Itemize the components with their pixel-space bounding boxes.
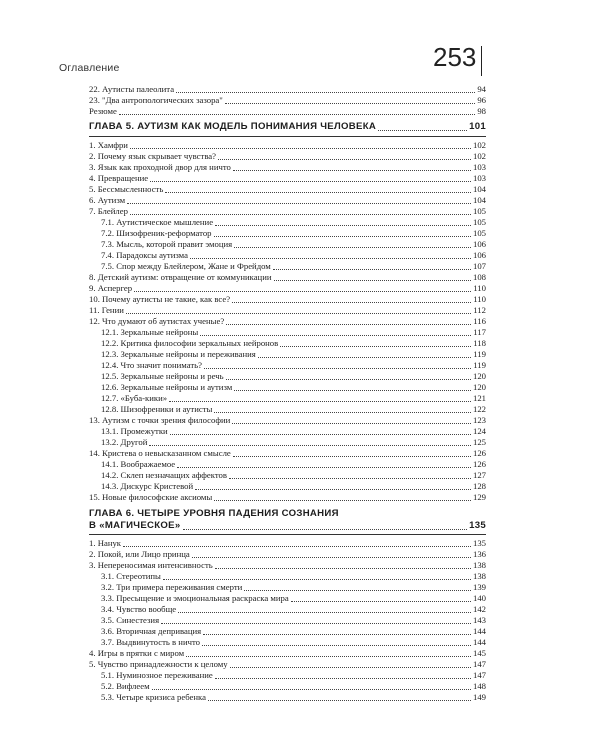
toc-subentry[interactable]: 3.4. Чувство вообще 142 <box>101 604 486 614</box>
toc-entry[interactable]: 2. Покой, или Лицо принца 136 <box>89 549 486 559</box>
toc-subentry[interactable]: 12.7. «Буба-кики» 121 <box>101 393 486 403</box>
toc-subentry[interactable]: 14.3. Дискурс Кристевой 128 <box>101 481 486 491</box>
toc-entry[interactable]: Резюме 98 <box>89 106 486 116</box>
toc-subentry[interactable]: 12.6. Зеркальные нейроны и аутизм 120 <box>101 382 486 392</box>
toc-entry[interactable]: 1. Хамфри 102 <box>89 140 486 150</box>
toc-entry[interactable]: 9. Аспергер 110 <box>89 283 486 293</box>
toc-subentry[interactable]: 5.3. Четыре кризиса ребенка 149 <box>101 692 486 702</box>
toc-subentry[interactable]: 12.3. Зеркальные нейроны и переживания 119 <box>101 349 486 359</box>
toc-subentry[interactable]: 3.2. Три примера переживания смерти 139 <box>101 582 486 592</box>
toc-subentry[interactable]: 5.1. Нуминозное переживание 147 <box>101 670 486 680</box>
toc-entry[interactable]: 6. Аутизм 104 <box>89 195 486 205</box>
toc-subentry[interactable]: 7.1. Аутистическое мышление 105 <box>101 217 486 227</box>
toc-entry[interactable]: 13. Аутизм с точки зрения философии 123 <box>89 415 486 425</box>
toc-subentry[interactable]: 7.5. Спор между Блейлером, Жане и Фрейдом 107 <box>101 261 486 271</box>
toc-subentry[interactable]: 14.1. Воображаемое 126 <box>101 459 486 469</box>
toc-subentry[interactable]: 13.2. Другой 125 <box>101 437 486 447</box>
toc-entry[interactable]: 2. Почему язык скрывает чувства? 102 <box>89 151 486 161</box>
toc-entry[interactable]: 5. Чувство принадлежности к целому 147 <box>89 659 486 669</box>
toc-entry[interactable]: 14. Кристева о невысказанном смысле 126 <box>89 448 486 458</box>
toc-chapter-heading[interactable]: ГЛАВА 5. АУТИЗМ КАК МОДЕЛЬ ПОНИМАНИЯ ЧЕЛОВЕКА 101 <box>89 121 486 132</box>
toc-subentry[interactable]: 7.4. Парадоксы аутизма 106 <box>101 250 486 260</box>
toc-entry[interactable]: 4. Превращение 103 <box>89 173 486 183</box>
running-header-title: Оглавление <box>59 62 120 74</box>
toc-subentry[interactable]: 3.1. Стереотипы 138 <box>101 571 486 581</box>
toc-subentry[interactable]: 12.2. Критика философии зеркальных нейронов 118 <box>101 338 486 348</box>
page-number: 253 <box>433 42 477 72</box>
toc-entry[interactable]: 22. Аутисты палеолита 94 <box>89 84 486 94</box>
toc-entry[interactable]: 8. Детский аутизм: отвращение от коммуникации 108 <box>89 272 486 282</box>
toc-entry[interactable]: 15. Новые философские аксиомы 129 <box>89 492 486 502</box>
toc-entry[interactable]: 1. Нанук 135 <box>89 538 486 548</box>
toc-subentry[interactable]: 7.3. Мысль, которой правит эмоция 106 <box>101 239 486 249</box>
chapter-rule <box>89 534 486 535</box>
toc-subentry[interactable]: 7.2. Шизофреник-реформатор 105 <box>101 228 486 238</box>
toc-entry[interactable]: 10. Почему аутисты не такие, как все? 110 <box>89 294 486 304</box>
toc-entry[interactable]: 23. "Два антропологических зазора" 96 <box>89 95 486 105</box>
toc-subentry[interactable]: 13.1. Промежутки 124 <box>101 426 486 436</box>
toc-entry[interactable]: 3. Язык как проходной двор для ничто 103 <box>89 162 486 172</box>
toc-chapter-heading[interactable]: ГЛАВА 6. ЧЕТЫРЕ УРОВНЯ ПАДЕНИЯ СОЗНАНИЯ <box>89 508 339 519</box>
toc-entry[interactable]: 3. Непереносимая интенсивность 138 <box>89 560 486 570</box>
toc-chapter-heading-continued[interactable]: В «МАГИЧЕСКОЕ» 135 <box>89 520 486 531</box>
toc-subentry[interactable]: 3.6. Вторичная депривация 144 <box>101 626 486 636</box>
chapter-rule <box>89 136 486 137</box>
toc-subentry[interactable]: 12.5. Зеркальные нейроны и речь 120 <box>101 371 486 381</box>
toc-subentry[interactable]: 3.5. Синестезия 143 <box>101 615 486 625</box>
toc-subentry[interactable]: 3.7. Выдвинутость в ничто 144 <box>101 637 486 647</box>
toc-subentry[interactable]: 3.3. Пресыщение и эмоциональная раскраска мира 140 <box>101 593 486 603</box>
toc-subentry[interactable]: 12.1. Зеркальные нейроны 117 <box>101 327 486 337</box>
toc-entry[interactable]: 11. Гении 112 <box>89 305 486 315</box>
toc-entry[interactable]: 5. Бессмысленность 104 <box>89 184 486 194</box>
toc-subentry[interactable]: 14.2. Склеп незначащих аффектов 127 <box>101 470 486 480</box>
toc-subentry[interactable]: 5.2. Вифлеем 148 <box>101 681 486 691</box>
toc-subentry[interactable]: 12.4. Что значит понимать? 119 <box>101 360 486 370</box>
toc-entry[interactable]: 12. Что думают об аутистах ученые? 116 <box>89 316 486 326</box>
toc-entry[interactable]: 4. Игры в прятки с миром 145 <box>89 648 486 658</box>
toc-entry[interactable]: 7. Блейлер 105 <box>89 206 486 216</box>
toc-subentry[interactable]: 12.8. Шизофреники и аутисты 122 <box>101 404 486 414</box>
